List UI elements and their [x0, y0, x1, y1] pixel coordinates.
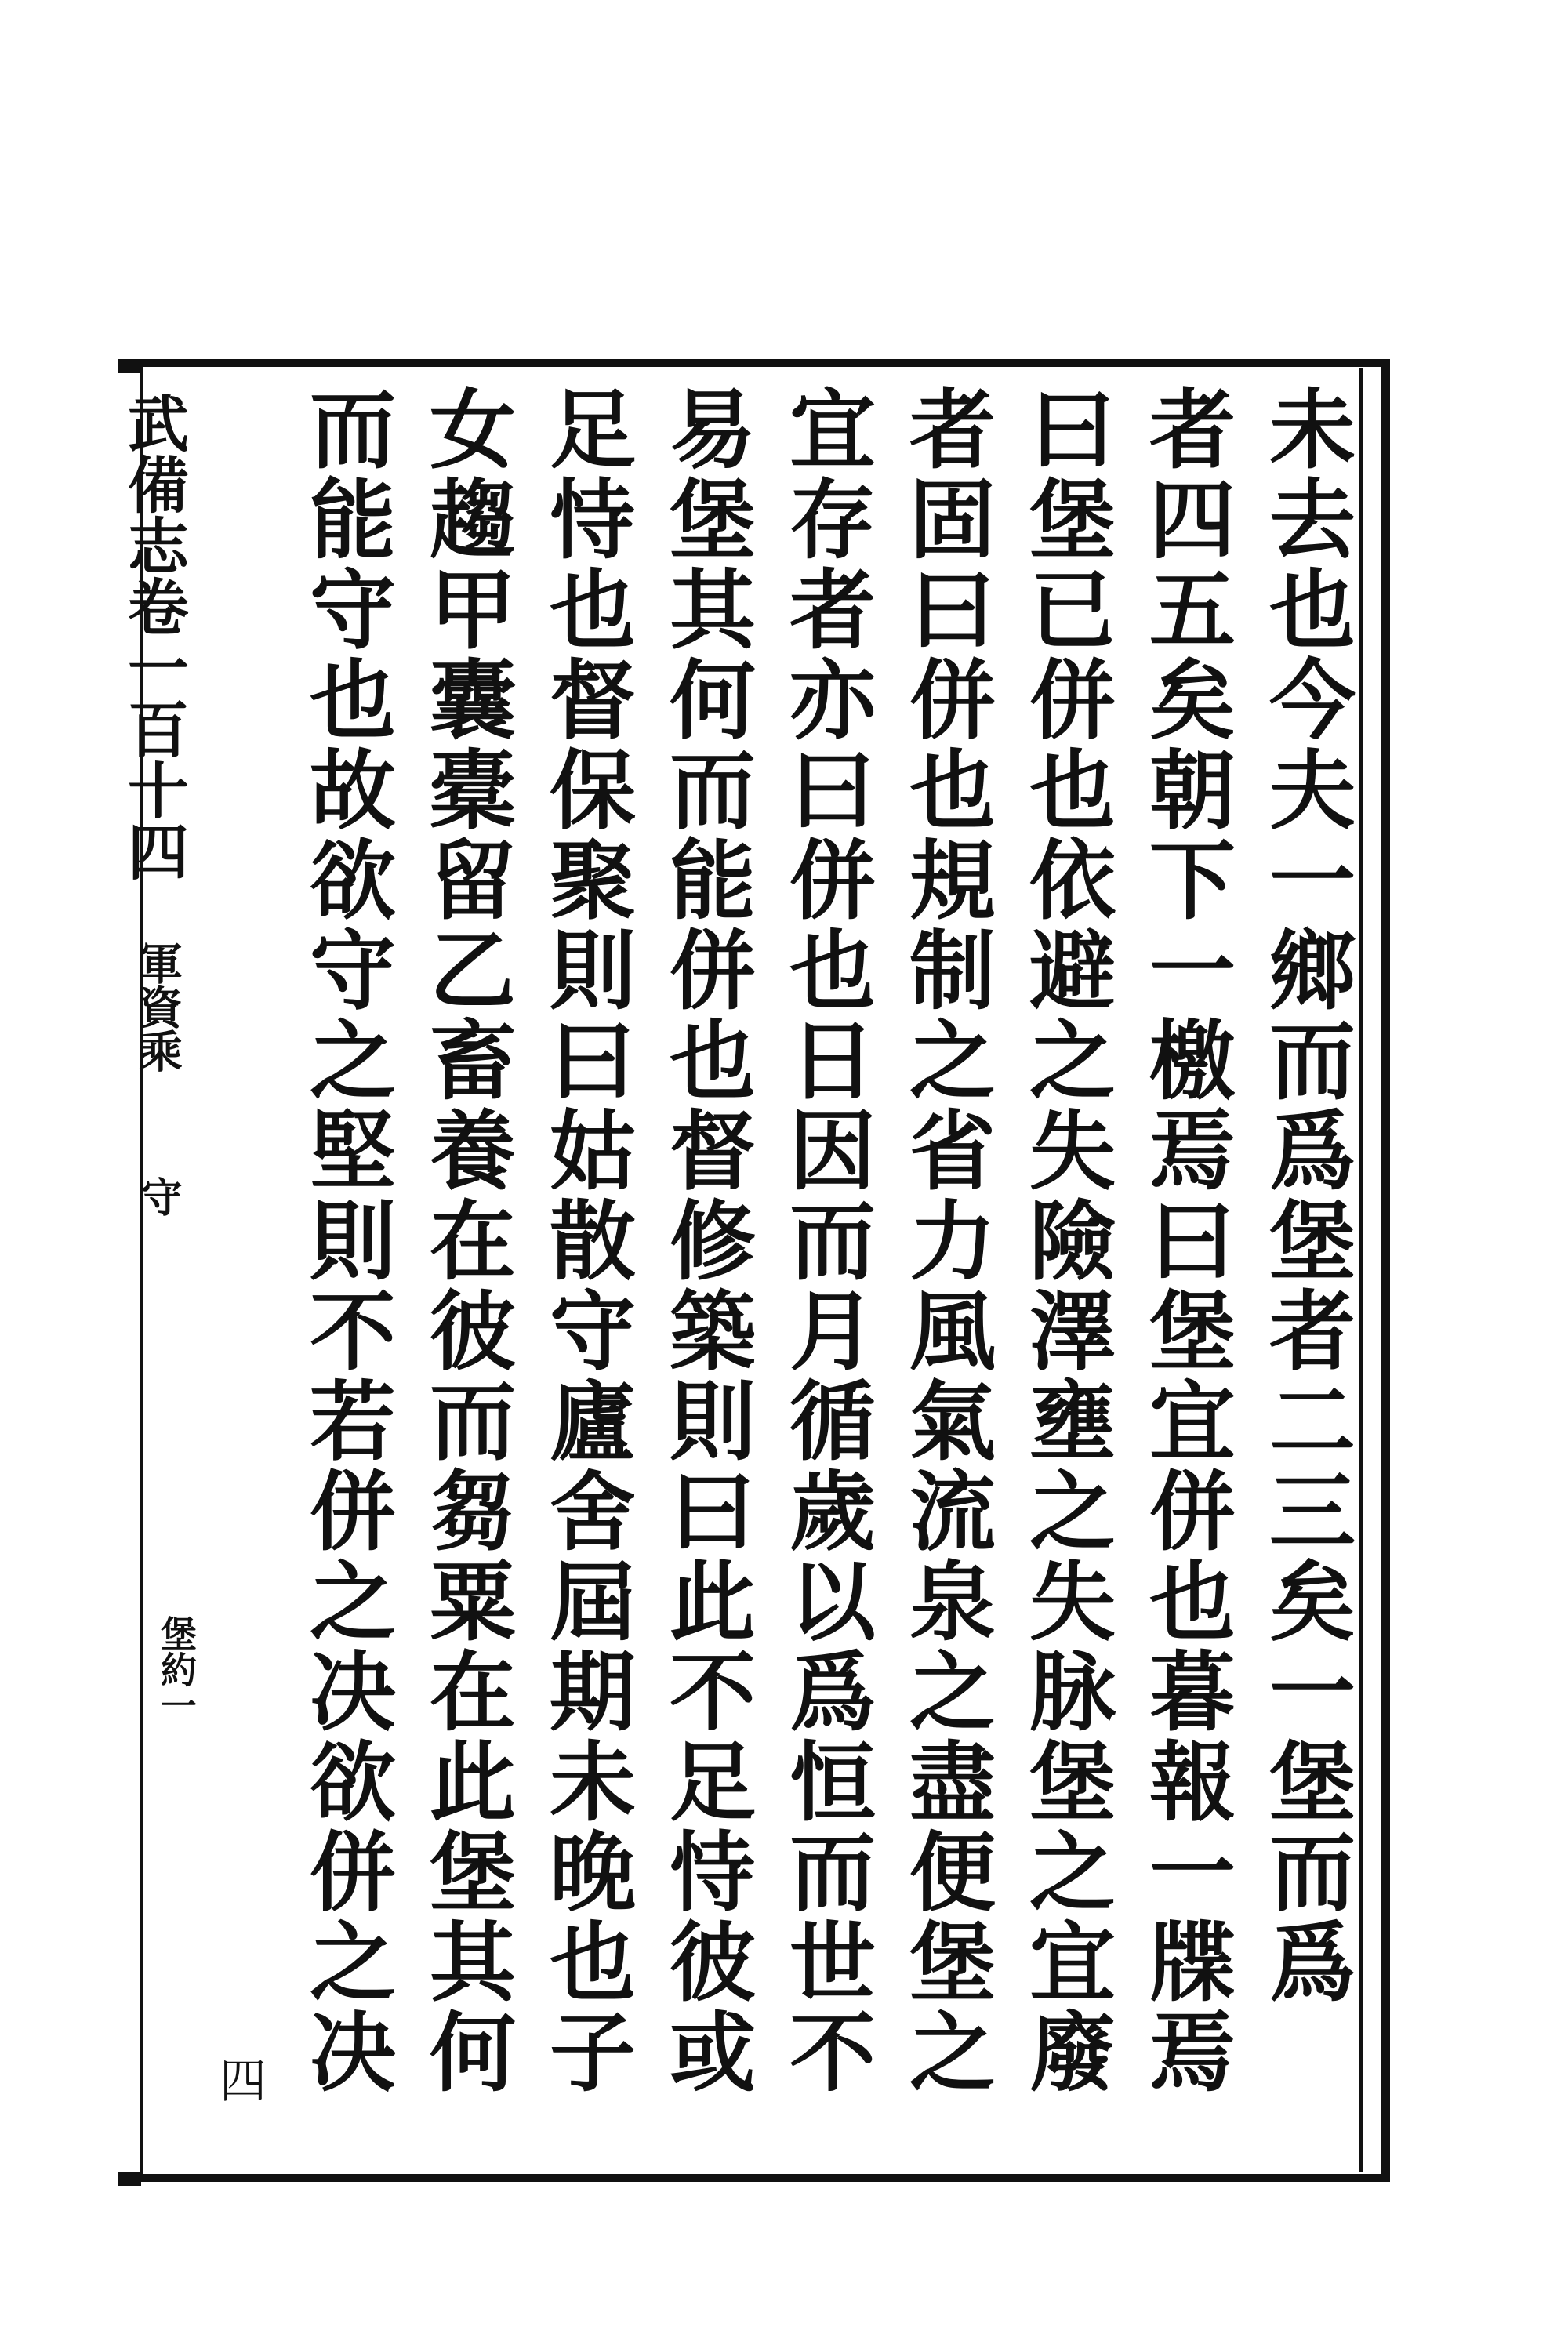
margin-section-label: 軍資乘 [132, 941, 183, 1073]
text-column-2: 者四五矣朝下一檄焉曰堡宜併也暮報一牒焉 [1135, 384, 1236, 2097]
text-column-4: 者固曰併也規制之省力風氣流泉之盡便堡之 [895, 384, 996, 2097]
text-column-1: 未去也今夫一鄉而爲堡者二三矣一堡而爲 [1255, 384, 1356, 2007]
text-column-6: 易堡其何而能併也督修築則曰此不足恃彼或 [655, 384, 757, 2097]
margin-book-title: 武備志卷一百十四 [118, 392, 189, 881]
text-column-5: 宜存者亦曰併也日因而月循歲以爲恒而世不 [775, 384, 877, 2097]
frame-corner-top [118, 359, 141, 373]
text-column-9: 而能守也故欲守之堅則不若併之决欲併之决 [296, 384, 397, 2097]
margin-column [110, 392, 267, 2156]
margin-page-label: 堡約一 [155, 1615, 198, 1723]
margin-leaf-number: 四 [220, 2054, 267, 2109]
margin-subsection-label: 守 [134, 1176, 182, 1217]
frame-corner-bottom [118, 2172, 141, 2186]
text-column-7: 足恃也督保聚則曰姑散守廬舍屆期未晚也子 [535, 384, 637, 2097]
text-column-3: 曰堡已併也依避之失險澤壅之失脉堡之宜廢 [1015, 384, 1116, 2097]
text-column-8: 女趨甲囊橐留乙畜養在彼而芻粟在此堡其何 [416, 384, 517, 2097]
